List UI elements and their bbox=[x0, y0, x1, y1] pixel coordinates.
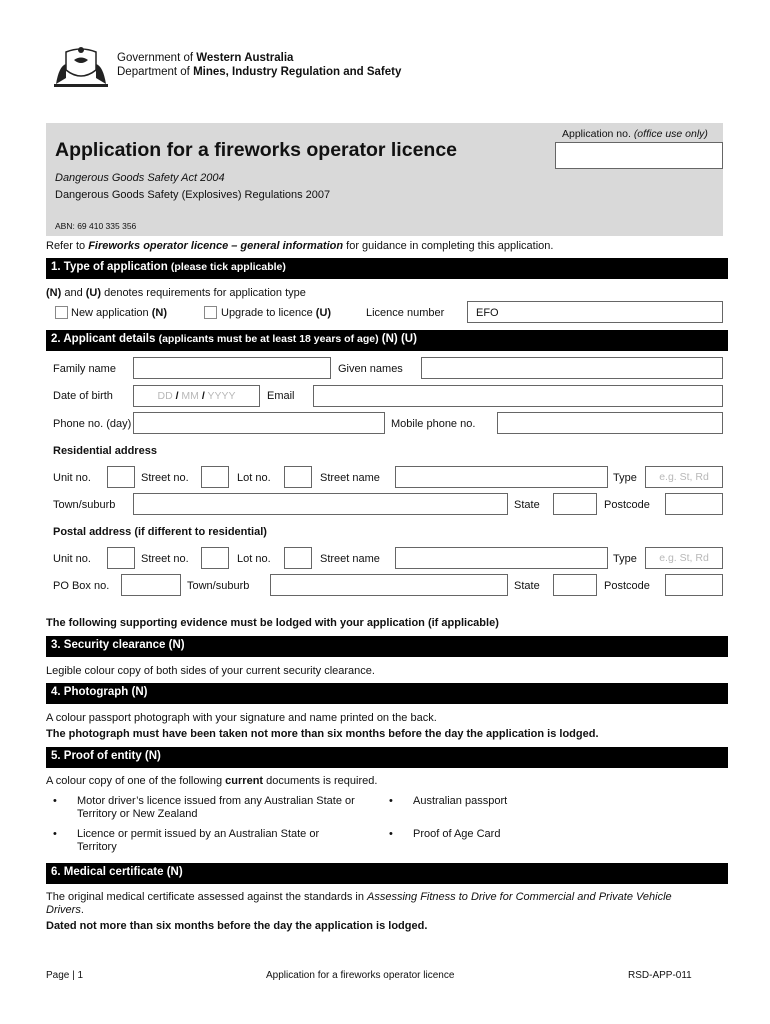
phone-day-label: Phone no. (day) bbox=[53, 418, 132, 430]
licence-number-input[interactable] bbox=[467, 301, 723, 323]
application-no-label: Application no. (office use only) bbox=[562, 128, 708, 140]
government-name: Government of Western Australia bbox=[117, 52, 294, 64]
res-unit-input[interactable] bbox=[107, 466, 135, 488]
upgrade-licence-label: Upgrade to licence (U) bbox=[221, 307, 332, 319]
postal-street-no-input[interactable] bbox=[201, 547, 229, 569]
res-lot-label: Lot no. bbox=[237, 472, 271, 484]
family-name-label: Family name bbox=[53, 363, 116, 375]
res-unit-label: Unit no. bbox=[53, 472, 91, 484]
intro-text: Refer to Fireworks operator licence – general information for guidance in completing this application. bbox=[46, 240, 554, 252]
res-type-placeholder: e.g. St, Rd bbox=[659, 471, 709, 483]
medical-certificate-requirement: Dated not more than six months before the day the application is lodged. bbox=[46, 920, 428, 932]
form-title: Application for a fireworks operator licence bbox=[55, 139, 458, 161]
res-type-label: Type bbox=[613, 472, 637, 484]
footer-page-number: Page | 1 bbox=[46, 970, 84, 981]
section-4-header: 4. Photograph (N) bbox=[46, 683, 728, 704]
footer-form-code: RSD-APP-011 bbox=[628, 970, 692, 981]
res-street-no-input[interactable] bbox=[201, 466, 229, 488]
footer-document-title: Application for a fireworks operator licence bbox=[266, 970, 455, 981]
date-of-birth-input[interactable] bbox=[133, 385, 260, 407]
act-name: Dangerous Goods Safety Act 2004 bbox=[55, 172, 225, 184]
email-label: Email bbox=[267, 390, 295, 402]
res-postcode-label: Postcode bbox=[604, 499, 650, 511]
res-town-label: Town/suburb bbox=[53, 499, 116, 511]
list-item-licence-permit: Licence or permit issued by an Australian State or Territory bbox=[77, 828, 320, 853]
section-2-header: 2. Applicant details (applicants must be at least 18 years of age) (N) (U) bbox=[46, 330, 728, 351]
proof-of-entity-text: A colour copy of one of the following current documents is required. bbox=[46, 775, 378, 787]
section-6-header: 6. Medical certificate (N) bbox=[46, 863, 728, 884]
postal-type-label: Type bbox=[613, 553, 637, 565]
list-item-proof-of-age: Proof of Age Card bbox=[413, 828, 501, 840]
wa-crest-logo bbox=[52, 44, 110, 92]
res-street-no-label: Street no. bbox=[141, 472, 189, 484]
res-street-name-input[interactable] bbox=[395, 466, 608, 488]
department-name: Department of Mines, Industry Regulation and Safety bbox=[117, 66, 402, 78]
res-town-input[interactable] bbox=[133, 493, 508, 515]
bullet-icon: • bbox=[53, 795, 57, 807]
postal-state-label: State bbox=[514, 580, 540, 592]
regulations-name: Dangerous Goods Safety (Explosives) Regulations 2007 bbox=[55, 189, 331, 201]
res-state-input[interactable] bbox=[553, 493, 597, 515]
upgrade-licence-checkbox[interactable] bbox=[204, 306, 217, 319]
mobile-phone-input[interactable] bbox=[497, 412, 723, 434]
medical-certificate-text: The original medical certificate assessed against the standards in Assessing Fitness to Drive for Commercial and Private Vehicle Drivers. bbox=[46, 891, 672, 916]
date-of-birth-placeholder: DD / MM / YYYY bbox=[157, 390, 236, 402]
postal-town-label: Town/suburb bbox=[187, 580, 250, 592]
residential-address-heading: Residential address bbox=[53, 445, 157, 457]
security-clearance-text: Legible colour copy of both sides of your current security clearance. bbox=[46, 665, 375, 677]
postal-unit-input[interactable] bbox=[107, 547, 135, 569]
postal-street-no-label: Street no. bbox=[141, 553, 189, 565]
po-box-label: PO Box no. bbox=[53, 580, 110, 592]
postal-type-input[interactable] bbox=[645, 547, 723, 569]
new-application-label: New application (N) bbox=[71, 307, 167, 319]
postal-street-name-label: Street name bbox=[320, 553, 380, 565]
po-box-input[interactable] bbox=[121, 574, 181, 596]
bullet-icon: • bbox=[389, 828, 393, 840]
postal-state-input[interactable] bbox=[553, 574, 597, 596]
mobile-phone-label: Mobile phone no. bbox=[391, 418, 476, 430]
section-1-header: 1. Type of application (please tick applicable) bbox=[46, 258, 728, 279]
photograph-requirement: The photograph must have been taken not more than six months before the day the application is lodged. bbox=[46, 728, 599, 740]
requirement-note: (N) and (U) denotes requirements for application type bbox=[46, 287, 306, 299]
postal-lot-input[interactable] bbox=[284, 547, 312, 569]
section-5-header: 5. Proof of entity (N) bbox=[46, 747, 728, 768]
list-item-drivers-licence: Motor driver’s licence issued from any Australian State or Territory or New Zealand bbox=[77, 795, 355, 820]
family-name-input[interactable] bbox=[133, 357, 331, 379]
given-names-label: Given names bbox=[338, 363, 403, 375]
postal-type-placeholder: e.g. St, Rd bbox=[659, 552, 709, 564]
postal-unit-label: Unit no. bbox=[53, 553, 91, 565]
section-3-header: 3. Security clearance (N) bbox=[46, 636, 728, 657]
res-state-label: State bbox=[514, 499, 540, 511]
new-application-checkbox[interactable] bbox=[55, 306, 68, 319]
given-names-input[interactable] bbox=[421, 357, 723, 379]
res-street-name-label: Street name bbox=[320, 472, 380, 484]
postal-address-heading: Postal address (if different to residential) bbox=[53, 526, 267, 538]
postal-postcode-label: Postcode bbox=[604, 580, 650, 592]
res-type-input[interactable] bbox=[645, 466, 723, 488]
bullet-icon: • bbox=[389, 795, 393, 807]
list-item-passport: Australian passport bbox=[413, 795, 508, 807]
res-lot-input[interactable] bbox=[284, 466, 312, 488]
licence-number-label: Licence number bbox=[366, 307, 445, 319]
res-postcode-input[interactable] bbox=[665, 493, 723, 515]
date-of-birth-label: Date of birth bbox=[53, 390, 113, 402]
photograph-text: A colour passport photograph with your signature and name printed on the back. bbox=[46, 712, 437, 724]
email-input[interactable] bbox=[313, 385, 723, 407]
postal-postcode-input[interactable] bbox=[665, 574, 723, 596]
postal-street-name-input[interactable] bbox=[395, 547, 608, 569]
postal-lot-label: Lot no. bbox=[237, 553, 271, 565]
abn: ABN: 69 410 335 356 bbox=[55, 221, 137, 231]
bullet-icon: • bbox=[53, 828, 57, 840]
application-no-input[interactable] bbox=[555, 142, 723, 169]
phone-day-input[interactable] bbox=[133, 412, 385, 434]
licence-number-prefix: EFO bbox=[476, 307, 499, 319]
supporting-evidence-heading: The following supporting evidence must be lodged with your application (if applicable) bbox=[46, 617, 499, 629]
postal-town-input[interactable] bbox=[270, 574, 508, 596]
